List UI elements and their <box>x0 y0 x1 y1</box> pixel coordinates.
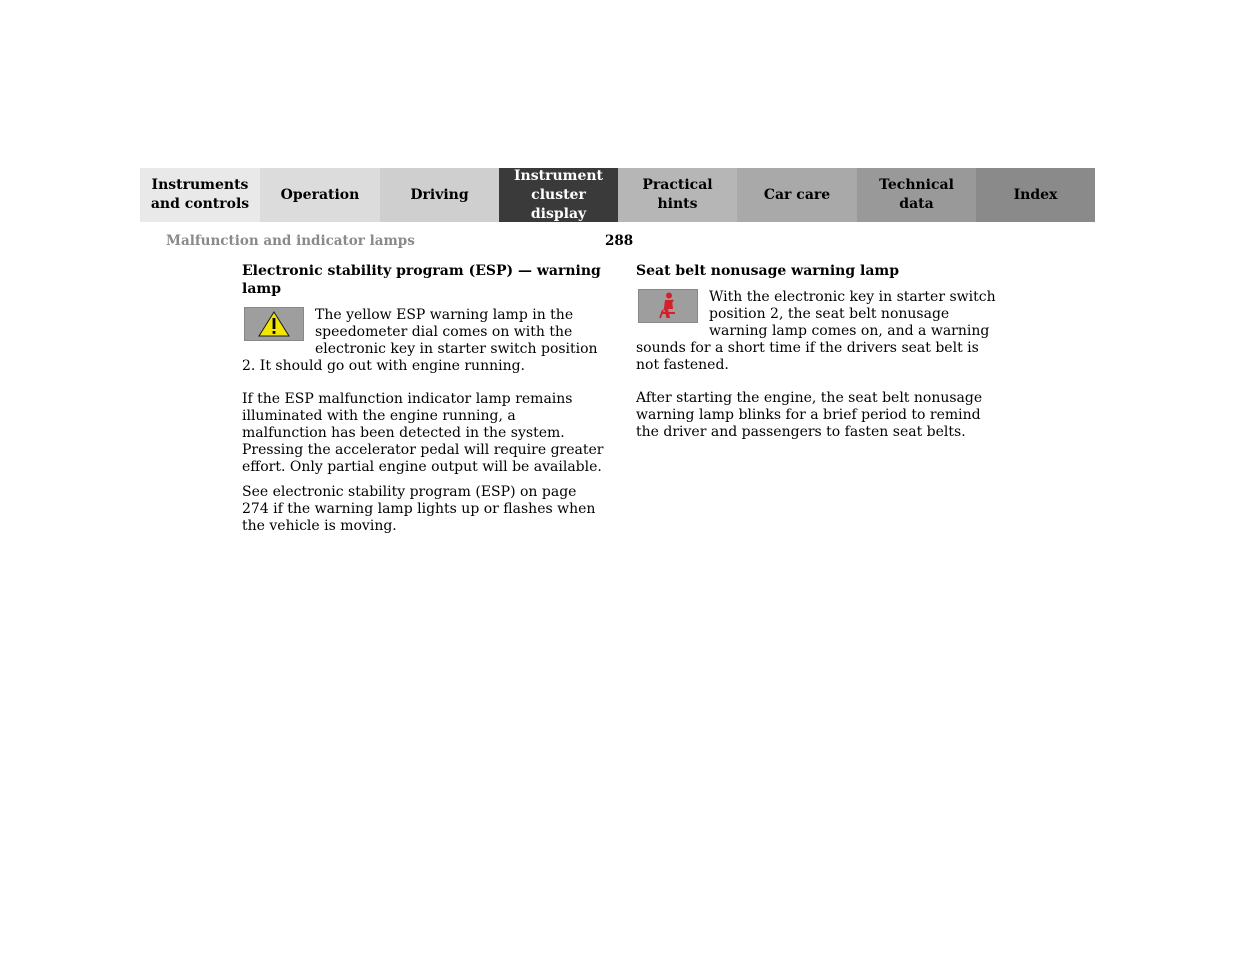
seatbelt-intro-text: With the electronic key in starter switch position 2, the seat belt nonusage warning lamp comes on, and a warning sounds for a short time if the drivers seat belt is not fastened. <box>636 289 996 373</box>
esp-intro-block <box>242 307 604 383</box>
seatbelt-intro-block <box>636 289 998 382</box>
page-number: 288 <box>605 233 634 249</box>
esp-malfunction-text: If the ESP malfunction indicator lamp remains illuminated with the engine running, a malfunction has been detected in the system. Pressing the accelerator pedal will require greater effort. Only partial engine output will be available. <box>242 391 604 475</box>
warning-triangle-icon <box>244 307 304 341</box>
esp-reference-text: See electronic stability program (ESP) on page 274 if the warning lamp lights up or flashes when the vehicle is moving. <box>242 484 596 534</box>
seatbelt-heading: Seat belt nonusage warning lamp <box>636 263 900 279</box>
seat-belt-icon <box>638 289 698 323</box>
seatbelt-blink-text: After starting the engine, the seat belt nonusage warning lamp blinks for a brief period to remind the driver and passengers to fasten seat belts. <box>636 390 983 440</box>
esp-heading: Electronic stability program (ESP) — warning lamp <box>242 263 601 297</box>
esp-warning-section <box>242 262 604 543</box>
tab-instruments-and-controls[interactable]: Instruments and controls <box>140 168 260 222</box>
tab-practical-hints[interactable]: Practical hints <box>618 168 737 222</box>
tab-driving[interactable]: Driving <box>380 168 499 222</box>
tab-operation[interactable]: Operation <box>260 168 380 222</box>
tab-technical-data[interactable]: Technical data <box>857 168 976 222</box>
tab-instrument-cluster-display[interactable]: Instrument cluster display <box>499 168 618 222</box>
tab-car-care[interactable]: Car care <box>737 168 857 222</box>
seatbelt-warning-section <box>636 262 998 449</box>
esp-intro-text: The yellow ESP warning lamp in the speedometer dial comes on with the electronic key in starter switch position 2. It should go out with engine running. <box>242 307 598 374</box>
tab-index[interactable]: Index <box>976 168 1095 222</box>
section-tabs <box>140 168 1095 222</box>
section-title: Malfunction and indicator lamps <box>166 233 415 249</box>
